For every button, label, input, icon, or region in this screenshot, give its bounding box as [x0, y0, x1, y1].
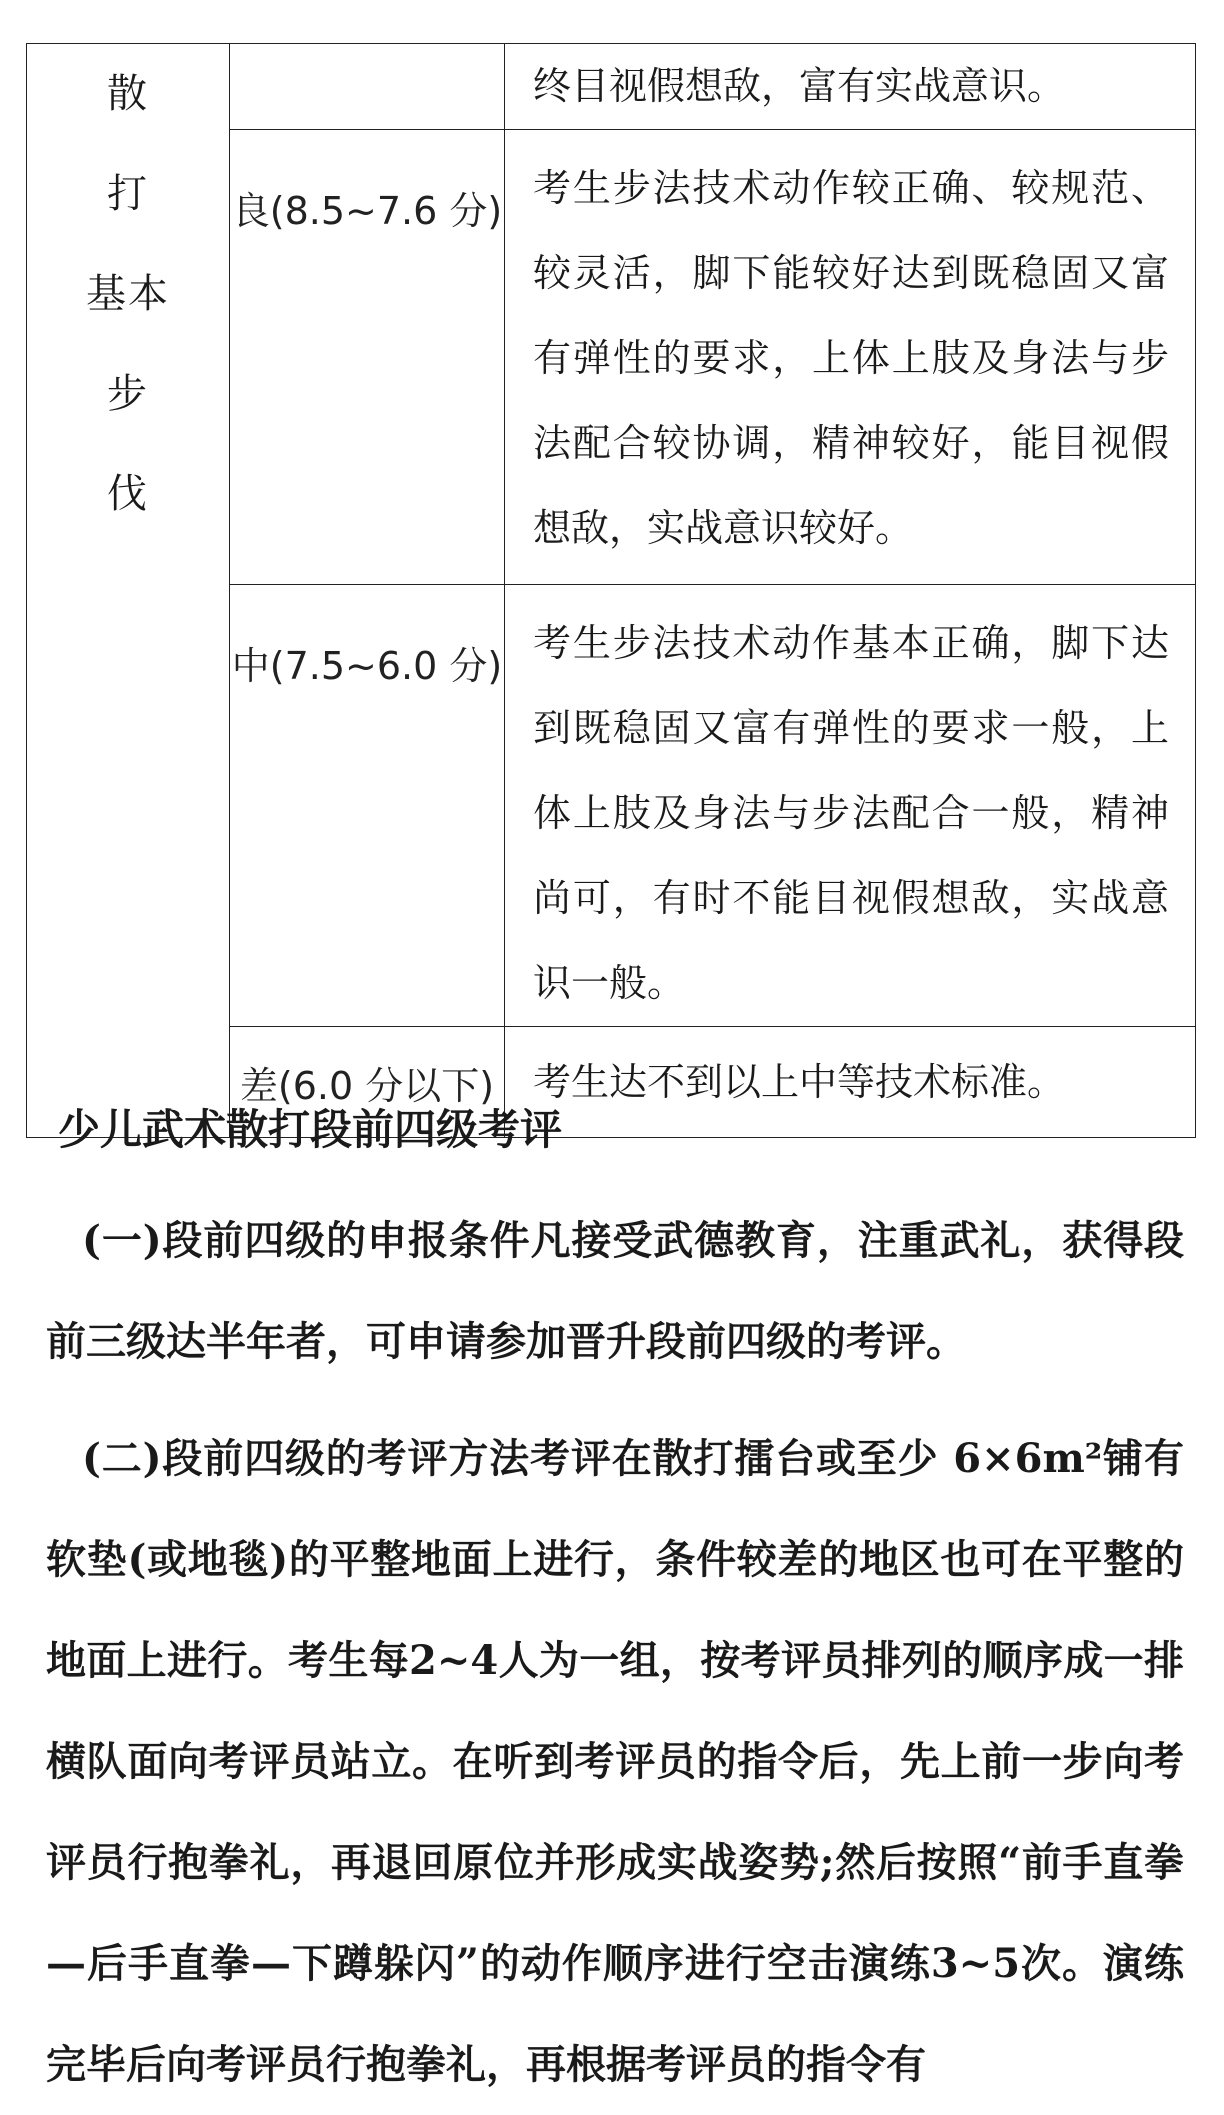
category-line: 基本 [86, 271, 170, 317]
category-line: 散 [107, 71, 149, 117]
grade-cell [230, 44, 505, 130]
category-line: 伐 [107, 471, 149, 517]
grading-table [26, 43, 1196, 1138]
description-cell: 考生步法技术动作较正确、较规范、较灵活，脚下能较好达到既稳固又富有弹性的要求，上体上肢及身法与步法配合较协调，精神较好，能目视假想敌，实战意识较好。 [505, 130, 1196, 585]
table-row [27, 44, 1196, 130]
grade-cell: 良(8.5~7.6 分) [230, 130, 505, 585]
category-line: 步 [107, 371, 149, 417]
section-title: 少儿武术散打段前四级考评 [58, 1105, 563, 1154]
description-cell: 终目视假想敌，富有实战意识。 [505, 44, 1196, 130]
paragraph: (二)段前四级的考评方法考评在散打擂台或至少 6×6m²铺有软垫(或地毯)的平整地面上进行，条件较差的地区也可在平整的地面上进行。考生每2~4人为一组，按考评员排列的顺序成一排横队面向考评员站立。在听到考评员的指令后，先上前一步向考评员行抱拳礼，再退回原位并形成实战姿势;然后按照“前手直拳—后手直拳—下蹲躲闪”的动作顺序进行空击演练3~5次。演练完毕后向考评员行抱拳礼，再根据考评员的指令有 [46, 1435, 1184, 2088]
description-cell: 考生达不到以上中等技术标准。 [505, 1027, 1196, 1138]
grade-cell: 中(7.5~6.0 分) [230, 585, 505, 1027]
paragraph: (一)段前四级的申报条件凡接受武德教育，注重武礼，获得段前三级达半年者，可申请参加晋升段前四级的考评。 [46, 1217, 1184, 1365]
category-cell [27, 44, 230, 1138]
description-cell: 考生步法技术动作基本正确，脚下达到既稳固又富有弹性的要求一般，上体上肢及身法与步法配合一般，精神尚可，有时不能目视假想敌，实战意识一般。 [505, 585, 1196, 1027]
grade-cell: 差(6.0 分以下) [230, 1027, 505, 1138]
category-line: 打 [107, 171, 149, 217]
